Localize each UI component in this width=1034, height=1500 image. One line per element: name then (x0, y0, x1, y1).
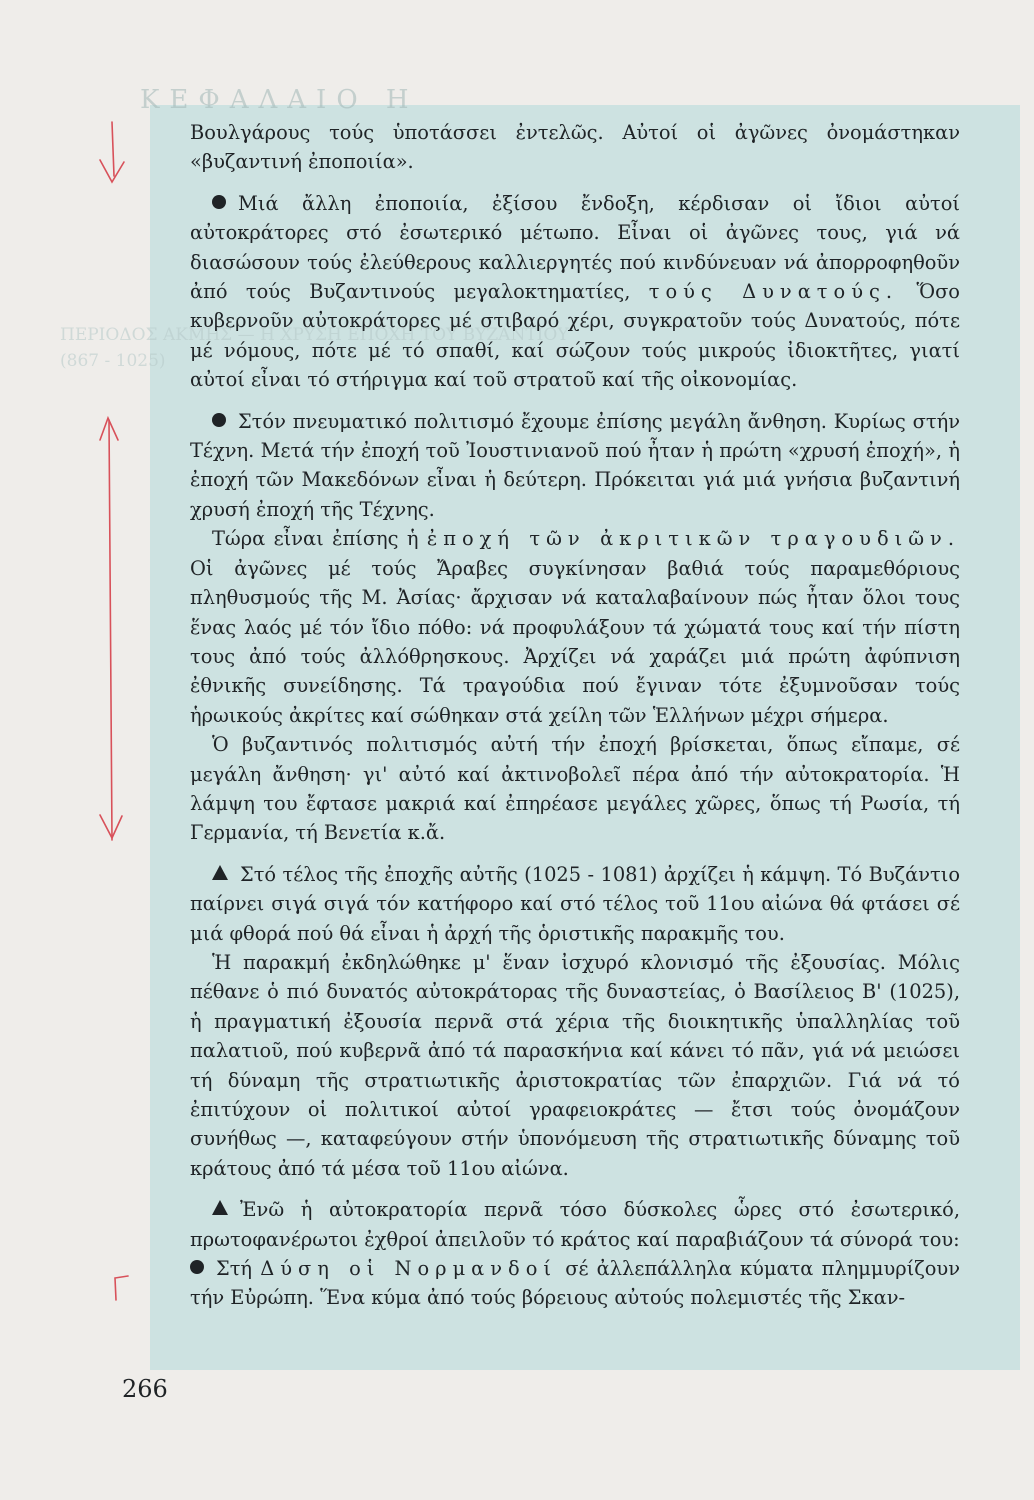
page-number: 266 (122, 1375, 168, 1403)
paragraph: Στή Δύση οἱ Νορμανδοί σέ ἀλλεπάλληλα κύματα πλημμυρίζουν τήν Εὐρώπη. Ἕνα κύμα ἀπό τούς βόρειους αὐτούς πολεμιστές τῆς Σκαν- (190, 1257, 960, 1310)
paragraph: Βουλγάρους τούς ὑποτάσσει ἐντελῶς. Αὐτοί οἱ ἀγῶνες ὀνομάστηκαν «βυζαντινή ἐποποιία». (190, 121, 960, 174)
paragraph: Τώρα εἶναι ἐπίσης ἡ ἐποχή τῶν ἀκριτικῶν τραγουδιῶν. Οἱ ἀγῶνες μέ τούς Ἄραβες συγκίνησαν βαθιά τούς παραμεθόριους πληθυσμούς τῆς Μ. Ἀσίας· ἄρχισαν νά καταλαβαίνουν πώς ἦταν ὅλοι τους ἕνας λαός μέ τόν ἴδιο πόθο: νά προφυλάξουν τά χώματά τους καί τήν πίστη τους ἀπό τούς ἀλλόθρησκους. Ἀρχίζει νά χαράζει μιά πρώτη ἀφύπνιση ἐθνικῆς συνείδησης. Τά τραγούδια πού ἔγιναν τότε ἐξυμνοῦσαν τούς ἡρωικούς ἀκρίτες καί σώθηκαν στά χείλη τῶν Ἑλλήνων μέχρι σήμερα. (190, 527, 960, 727)
pen-bracket (115, 1276, 128, 1300)
paragraph: Ἡ παρακμή ἐκδηλώθηκε μ' ἕναν ἰσχυρό κλονισμό τῆς ἐξουσίας. Μόλις πέθανε ὁ πιό δυνατός αὐτοκράτορας τῆς δυναστείας, ὁ Βασίλειος Β' (1025), ἡ πραγματική ἐξουσία περνᾶ στά χέρια τῆς διοικητικῆς ὑπαλληλίας τοῦ παλατιοῦ, πού κυβερνᾶ ἀπό τά παρασκήνια καί κάνει τό πᾶν, γιά νά μειώσει τή δύναμη τῆς στρατιωτικῆς ἀριστοκρατίας τῶν ἐπαρχιῶν. Γιά νά τό ἐπιτύχουν οἱ πολιτικοί αὐτοί γραφειοκράτες — ἔτσι τούς ὀνομάζουν συνήθως —, καταφεύγουν στήν ὑπονόμευση τῆς στρατιωτικῆς δύναμης τοῦ κράτους ἀπό τά μέσα τοῦ 11ου αἰώνα. (190, 950, 960, 1180)
paragraph: Ἐνῶ ἡ αὐτοκρατορία περνᾶ τόσο δύσκολες ὧρες στό ἐσωτερικό, πρωτοφανέρωτοι ἐχθροί ἀπειλοῦν τό κράτος καί παραβιάζουν τά σύνορά του: (190, 1198, 960, 1251)
pen-arrow-down-top (100, 160, 124, 182)
paragraph: Στόν πνευματικό πολιτισμό ἔχουμε ἐπίσης μεγάλη ἄνθηση. Κυρίως στήν Τέχνη. Μετά τήν ἐποχή τοῦ Ἰουστινιανοῦ πού ἦταν ἡ πρώτη «χρυσή ἐποχή», ἡ ἐποχή τῶν Μακεδόνων εἶναι ἡ δεύτερη. Πρόκειται γιά μιά γνήσια βυζαντινή χρυσή ἐποχή τῆς Τέχνης. (190, 409, 960, 521)
pen-line-long (109, 420, 112, 840)
bleed-through-line: (867 - 1025) (60, 351, 166, 371)
bleed-through-line: ΠΕΡΙΟΔΟΣ ΑΚΜΗΣ — Η ΧΡΥΣΗ ΕΠΟΧΗ ΤΟΥ ΒΥΖΑΝΤΙΟΥ (60, 325, 569, 345)
paragraph: Μιά ἄλλη ἐποποιία, ἐξίσου ἔνδοξη, κέρδισαν οἱ ἴδιοι αὐτοί αὐτοκράτορες στό ἐσωτερικό μέτωπο. Εἶναι οἱ ἀγῶνες τους, γιά νά διασώσουν τούς ἐλεύθερους καλλιεργητές πού κινδύνευαν νά ἀπορροφηθοῦν ἀπό τούς Βυζαντινούς μεγαλοκτηματίες, τούς Δυνατούς. Ὅσο κυβερνοῦν αὐτοκράτορες μέ στιβαρό χέρι, συγκρατοῦν τούς Δυνατούς, πότε μέ νόμους, πότε μέ τό σπαθί, καί σώζουν τούς μικρούς ἰδιοκτῆτες, γιατί αὐτοί εἶναι τό στήριγμα καί τοῦ στρατοῦ καί τῆς οἰκονομίας. (190, 191, 960, 392)
paragraph: Ὁ βυζαντινός πολιτισμός αὐτή τήν ἐποχή βρίσκεται, ὅπως εἴπαμε, σέ μεγάλη ἄνθηση· γι' αὐτό καί ἀκτινοβολεῖ πέρα ἀπό τήν αὐτοκρατορία. Ἡ λάμψη του ἔφτασε μακριά καί ἐπηρέασε μεγάλες χῶρες, ὅπως τή Ρωσία, τή Γερμανία, τή Βενετία κ.ἄ. (190, 733, 960, 845)
pen-arrow-down (100, 815, 122, 838)
bleed-through-header: ΚΕΦΑΛΑΙΟ Η (140, 85, 419, 115)
pen-line-top (112, 122, 114, 176)
paragraph: Στό τέλος τῆς ἐποχῆς αὐτῆς (1025 - 1081) ἀρχίζει ἡ κάμψη. Τό Βυζάντιο παίρνει σιγά σιγά τόν κατήφορο καί στό τέλος τοῦ 11ου αἰώνα θά φτάσει σέ μιά φθορά πού θά εἶναι ἡ ἀρχή τῆς ὁριστικῆς παρακμῆς του. (190, 862, 960, 945)
